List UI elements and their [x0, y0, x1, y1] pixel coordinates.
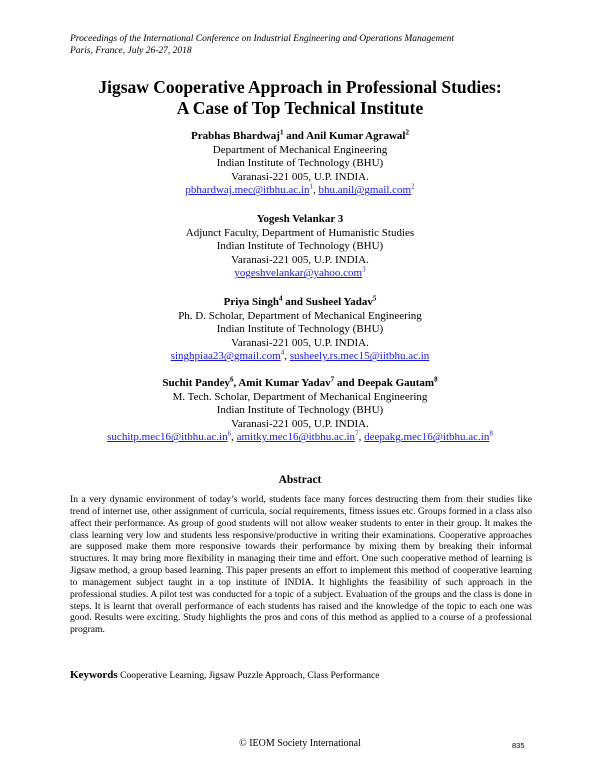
- email-link[interactable]: amitky.mec16@itbhu.ac.in: [236, 431, 356, 444]
- email-link[interactable]: deepakg.mec16@itbhu.ac.in: [364, 431, 490, 444]
- title-line-2: A Case of Top Technical Institute: [176, 98, 424, 118]
- affiliation-line: Indian Institute of Technology (BHU): [216, 157, 384, 170]
- email-separator: ,: [231, 431, 237, 444]
- keywords: [70, 669, 380, 681]
- affiliation-line: Varanasi-221 005, U.P. INDIA.: [231, 253, 369, 266]
- email-separator: ,: [312, 184, 319, 197]
- author-name: Amit Kumar Yadav: [238, 377, 331, 389]
- author-name: Susheel Yadav: [305, 296, 373, 308]
- author-block: [40, 296, 560, 364]
- email-link[interactable]: suchitp.mec16@itbhu.ac.in: [107, 431, 228, 444]
- author-separator: and: [283, 130, 307, 142]
- author-superscript: 7: [330, 375, 335, 384]
- affiliation-line: Indian Institute of Technology (BHU): [216, 323, 384, 336]
- affiliation-line: Ph. D. Scholar, Department of Mechanical Engineering: [178, 309, 422, 322]
- abstract-heading: Abstract: [278, 474, 322, 486]
- title-line-1: Jigsaw Cooperative Approach in Professional Studies:: [98, 77, 502, 97]
- page-number: 835: [512, 741, 525, 750]
- email-line: [40, 184, 560, 198]
- email-superscript: 1: [309, 182, 313, 191]
- email-line: [40, 267, 560, 281]
- author-separator: and: [282, 296, 306, 308]
- author-separator: and: [334, 377, 358, 389]
- affiliation-line: Varanasi-221 005, U.P. INDIA.: [231, 170, 369, 183]
- email-superscript: 2: [411, 182, 415, 191]
- email-link[interactable]: susheely.rs.mec15@iitbhu.ac.in: [289, 350, 430, 363]
- author-names: [40, 130, 560, 144]
- email-separator: ,: [284, 350, 290, 363]
- keywords-text: Cooperative Learning, Jigsaw Puzzle Approach, Class Performance: [120, 670, 380, 681]
- affiliation-line: Department of Mechanical Engineering: [212, 143, 388, 156]
- email-superscript: 8: [489, 429, 493, 438]
- author-name: Prabhas Bhardwaj: [191, 130, 280, 142]
- email-separator: ,: [358, 431, 365, 444]
- affiliation-line: M. Tech. Scholar, Department of Mechanical Engineering: [172, 390, 428, 403]
- email-line: [40, 431, 560, 445]
- email-line: [40, 350, 560, 364]
- affiliation-line: Adjunct Faculty, Department of Humanistic Studies: [185, 226, 415, 239]
- author-block: [40, 130, 560, 198]
- affiliation-line: Varanasi-221 005, U.P. INDIA.: [231, 417, 369, 430]
- footer-society: © IEOM Society International: [239, 738, 361, 749]
- affiliation-line: Indian Institute of Technology (BHU): [216, 240, 384, 253]
- author-name: Deepak Gautam: [357, 377, 435, 389]
- author-superscript: 6: [229, 375, 234, 384]
- author-names: [40, 377, 560, 391]
- proceedings-line-2: Paris, France, July 26-27, 2018: [70, 46, 192, 56]
- email-link[interactable]: bhu.anil@gmail.com: [318, 184, 412, 197]
- author-block: [40, 213, 560, 281]
- affiliation-line: Indian Institute of Technology (BHU): [216, 404, 384, 417]
- author-superscript: 8: [434, 375, 438, 384]
- abstract-body: In a very dynamic environment of today’s world, students face many forces destructing them from their studies like trend of internet use, other assignment of curricula, social requirements, fitness issues etc. Groups formed in a class also affect their performance. As group of good students will not allow weaker students to enter in their group. It makes the class learning very low and students less responsive/productive in writing their examinations. Cooperative approaches are supposed make them more responsive towards their performance by mixing them by breaking their informal structures. It may bring more flexibility in managing their time and effort. One such cooperative method of learning is Jigsaw method, a group based learning. This paper presents an effort to implement this method of cooperative learning to management subject taught in a top institute of INDIA. It highlights the feasibility of such approach in the professional studies. A pilot test was conducted for a topic of a subject. Evaluation of the groups and the class is done in steps. It is learnt that overall performance of each students has raised and the knowledge of the topic to each one was good. Results were exciting. Study highlights the pros and cons of this method as applied to a course of a professional program.: [70, 494, 532, 636]
- author-superscript: 2: [405, 128, 409, 137]
- author-name: Priya Singh: [223, 296, 279, 308]
- author-names: [40, 296, 560, 310]
- author-name: Yogesh Velankar 3: [256, 213, 344, 225]
- proceedings-header: [70, 33, 454, 57]
- author-separator: ,: [233, 377, 239, 389]
- author-superscript: 5: [372, 294, 377, 303]
- keywords-label: Keywords: [70, 669, 118, 681]
- affiliation-line: Varanasi-221 005, U.P. INDIA.: [231, 336, 369, 349]
- author-names: [40, 213, 560, 227]
- email-superscript: 6: [227, 429, 232, 438]
- email-superscript: 7: [355, 429, 359, 438]
- proceedings-line-1: Proceedings of the International Conference on Industrial Engineering and Operations Management: [70, 34, 454, 44]
- author-superscript: 1: [279, 128, 284, 137]
- author-superscript: 4: [278, 294, 283, 303]
- email-superscript: 3: [362, 265, 366, 274]
- email-link[interactable]: pbhardwaj.mec@itbhu.ac.in: [185, 184, 310, 197]
- email-link[interactable]: singhpiaa23@gmail.com: [170, 350, 281, 363]
- author-name: Anil Kumar Agrawal: [306, 130, 406, 142]
- email-link[interactable]: yogeshvelankar@yahoo.com: [234, 267, 363, 280]
- paper-title: [40, 77, 560, 119]
- author-name: Suchit Pandey: [162, 377, 230, 389]
- email-superscript: 4: [280, 348, 285, 357]
- author-block: [40, 377, 560, 445]
